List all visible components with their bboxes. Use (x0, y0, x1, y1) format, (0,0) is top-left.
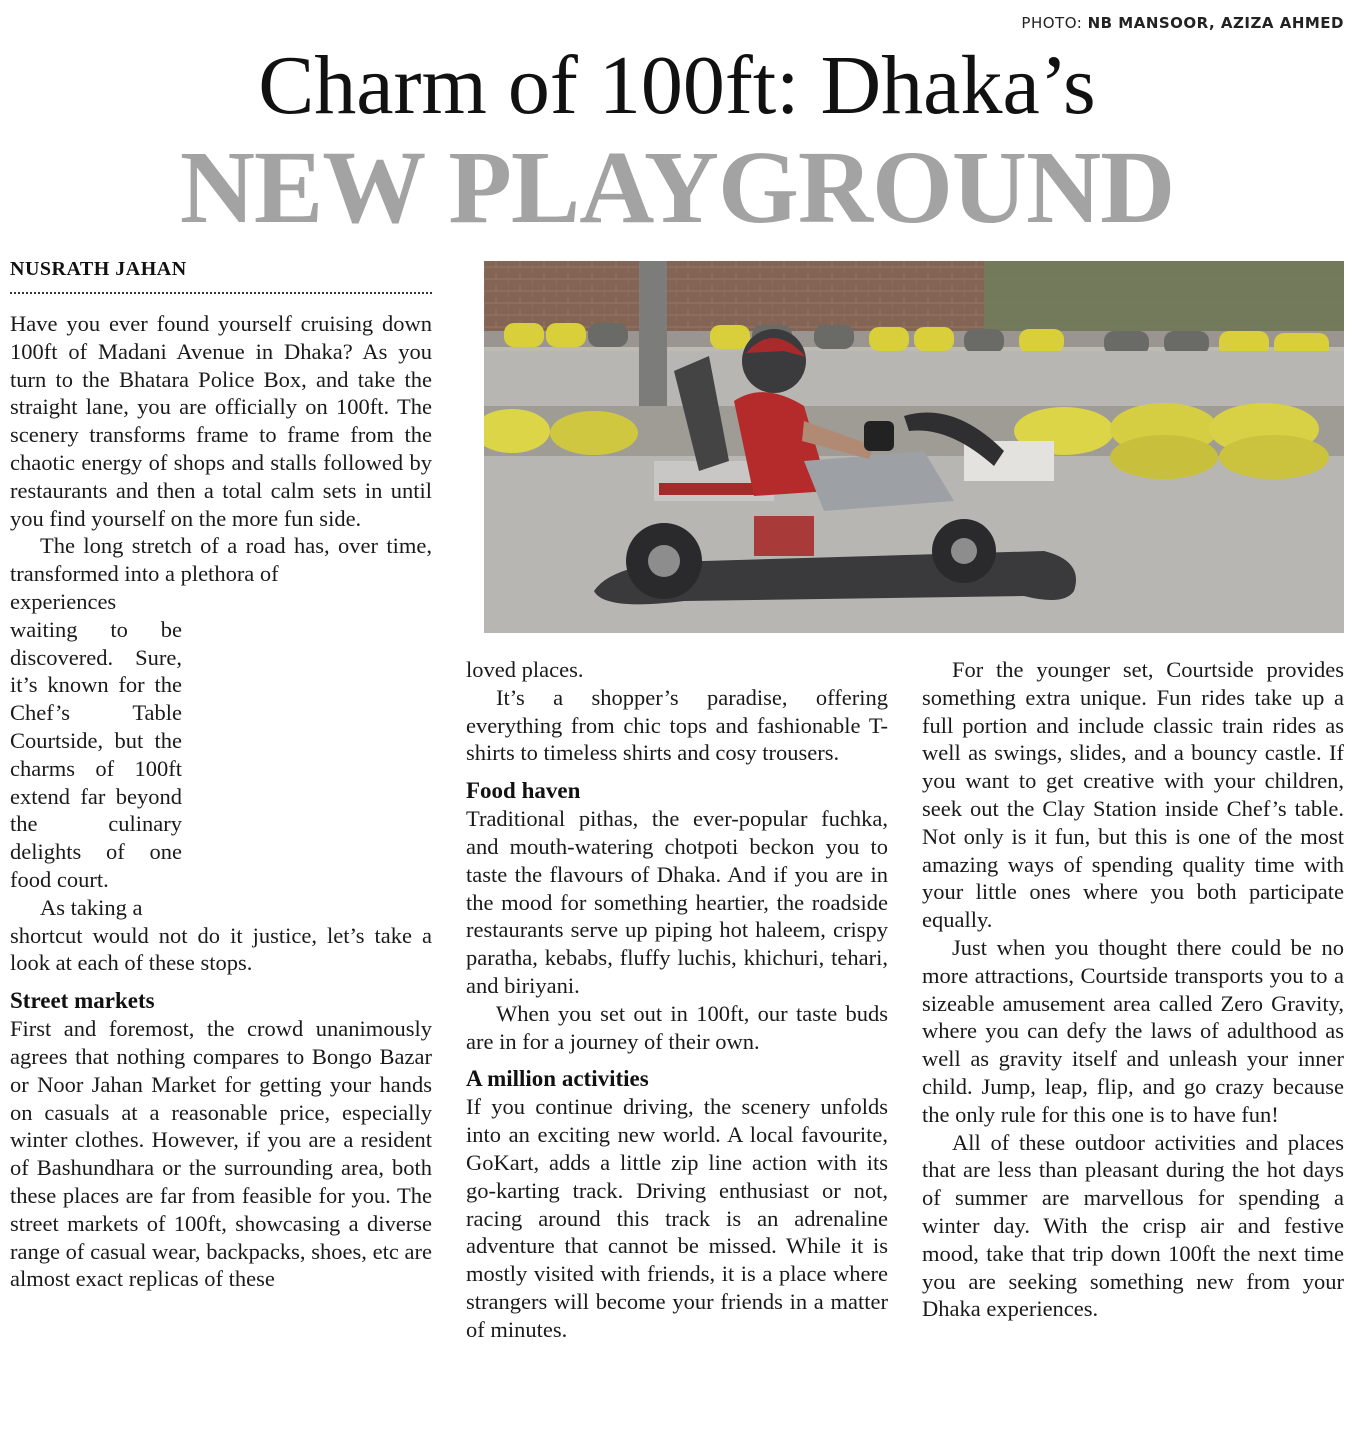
section-heading: A million activities (466, 1066, 649, 1092)
article-column-2 (466, 656, 888, 1344)
paragraph: It’s a shopper’s paradise, offering everything from chic tops and fashionable T-shirts to timeless shirts and cosy trousers. (466, 684, 888, 766)
section-heading: Food haven (466, 778, 581, 804)
paragraph: All of these outdoor activities and places that are less than pleasant during the hot days of summer are marvellous for spending a winter day. With the crisp air and festive mood, take that trip down 100ft the next time you are seeking something new from your Dhaka experiences. (922, 1129, 1344, 1322)
paragraph: Just when you thought there could be no more attractions, Courtside transports you to a sizeable amusement area called Zero Gravity, where you can defy the laws of adulthood as well as gravity itself and unleash your inner child. Jump, leap, flip, and go crazy because the only rule for this one is to have fun! (922, 934, 1344, 1127)
photo-credit (1021, 14, 1344, 32)
paragraph: experiences waiting to be discovered. Sure, it’s known for the Chef’s Table Courtside, but the charms of 100ft extend far beyond the culinary delights of one food court. (10, 588, 182, 892)
photo-credit-names: NB MANSOOR, AZIZA AHMED (1087, 14, 1344, 32)
paragraph: shortcut would not do it justice, let’s take a look at each of these stops. (10, 922, 432, 976)
paragraph: If you continue driving, the scenery unfolds into an exciting new world. A local favourite, GoKart, adds a little zip line action with its go-karting track. Driving enthusiast or not, racing around this track is an adrenaline adventure that cannot be missed. While it is mostly visited with friends, it is a place where strangers will become your friends in a matter of minutes. (466, 1094, 888, 1342)
byline: NUSRATH JAHAN (10, 258, 187, 280)
paragraph: First and foremost, the crowd unanimously agrees that nothing compares to Bongo Bazar or Noor Jahan Market for getting your hands on casuals at a reasonable price, especially winter clothes. However, if you are a resident of Bashundhara or the surrounding area, both these places are far from feasible for you. The street markets of 100ft, showcasing a diverse range of casual wear, backpacks, shoes, etc are almost exact replicas of these (10, 1016, 432, 1292)
section-heading: Street markets (10, 988, 155, 1014)
go-kart-photo (484, 261, 1344, 633)
paragraph: Traditional pithas, the ever-popular fuchka, and mouth-watering chotpoti beckon you to taste the flavours of Dhaka. And if you are in the mood for something heartier, the roadside restaurants serve up piping hot haleem, crispy paratha, kebabs, fluffy luchis, khichuri, tehari, and biriyani. (466, 806, 888, 998)
paragraph: loved places. (466, 657, 584, 682)
paragraph: When you set out in 100ft, our taste buds are in for a journey of their own. (466, 1000, 888, 1054)
headline-line2: NEW PLAYGROUND (179, 130, 1175, 245)
paragraph: For the younger set, Courtside provides something extra unique. Fun rides take up a full portion and include classic train rides as well as swings, slides, and a bouncy castle. If you want to get creative with your children, seek out the Clay Station inside Chef’s table. Not only is it fun, but this is one of the most amazing ways of spending quality time with your little ones where you both participate equally. (922, 657, 1344, 933)
article-column-3 (922, 656, 1344, 1323)
paragraph: As taking a (40, 894, 143, 920)
headline-line1: Charm of 100ft: Dhaka’s (258, 39, 1096, 132)
article-column-1 (10, 310, 432, 1293)
photo-credit-label: PHOTO: (1021, 14, 1083, 32)
paragraph: The long stretch of a road has, over time, transformed into a plethora of (10, 533, 432, 587)
byline-divider (10, 292, 432, 294)
paragraph: Have you ever found yourself cruising down 100ft of Madani Avenue in Dhaka? As you turn to the Bhatara Police Box, and take the straight lane, you are officially on 100ft. The scenery transforms frame to frame from the chaotic energy of shops and stalls followed by restaurants and then a total calm sets in until you find yourself on the more fun side. (10, 311, 432, 531)
